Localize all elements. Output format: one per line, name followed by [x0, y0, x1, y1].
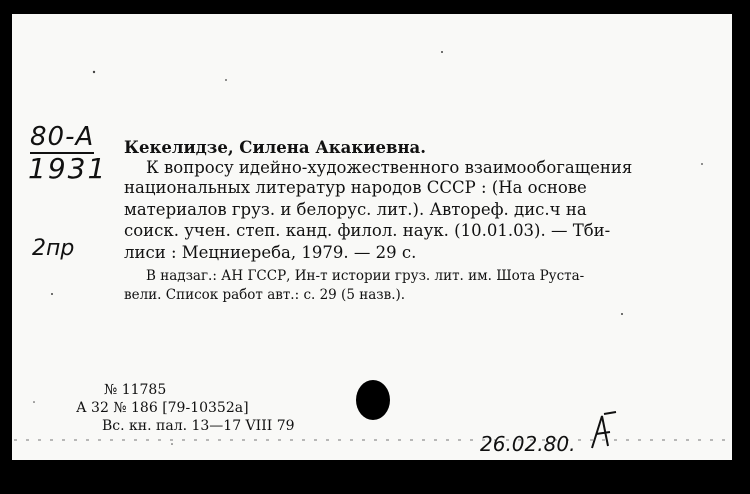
registry-chamber: Вс. кн. пал. 13—17 VIII 79: [102, 418, 295, 434]
note-line: вели. Список работ авт.: с. 29 (5 назв.).: [124, 287, 406, 303]
registry-code: А 32 № 186 [79-10352а]: [76, 400, 249, 416]
body-line: лиси : Мецниереба, 1979. — 29 с.: [124, 243, 417, 262]
catalog-card: [12, 14, 732, 460]
registry-number: № 11785: [104, 382, 167, 398]
author-name: Кекелидзе, Силена Акакиевна.: [124, 138, 426, 157]
shelfmark-line2: 1931: [28, 152, 108, 185]
body-line: национальных литератур народов СССР : (На основе: [124, 178, 587, 197]
margin-note: 2пр: [32, 236, 75, 261]
body-line: соиск. учен. степ. канд. филол. наук. (10.01.03). — Тби-: [124, 221, 611, 240]
shelfmark-line1: 80-А: [30, 122, 95, 152]
note-line: В надзаг.: АН ГССР, Ин-т истории груз. лит. им. Шота Руста-: [146, 268, 585, 284]
body-line: К вопросу идейно-художественного взаимообогащения: [146, 158, 633, 177]
punch-hole: [356, 380, 390, 420]
signature-mark: [586, 410, 622, 452]
handwritten-date: 26.02.80.: [480, 432, 576, 456]
body-line: материалов груз. и белорус. лит.). Автореф. дис.ч на: [124, 200, 587, 219]
